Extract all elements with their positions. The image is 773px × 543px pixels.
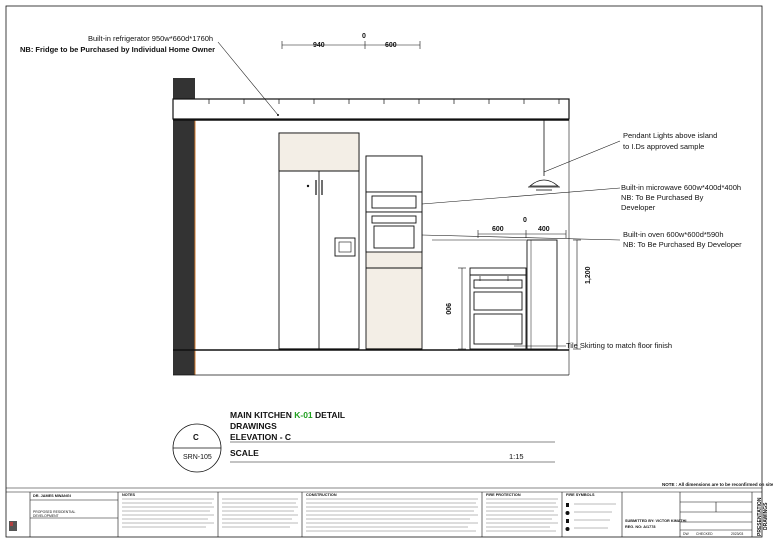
bubble-letter: C xyxy=(193,433,199,442)
dimension-top xyxy=(282,41,420,49)
wall-panel xyxy=(173,78,195,375)
refrigerator xyxy=(279,133,359,349)
fridge-annotation: Built-in refrigerator 950w*660d*1760h xyxy=(88,34,214,43)
microwave-annotation-line1: Built-in microwave 600w*400d*400h xyxy=(621,183,742,192)
pendant-annotation-line1: Pendant Lights above island xyxy=(623,131,718,140)
dim-mid-right: 400 xyxy=(538,226,550,233)
bubble-reference: SRN-105 xyxy=(183,454,212,461)
fridge-note: NB: Fridge to be Purchased by Individual Home Owner xyxy=(20,45,216,54)
fire-protection-heading: FIRE PROTECTION xyxy=(486,493,521,497)
fire-symbols-legend xyxy=(566,503,570,531)
dim-mid-zero: 0 xyxy=(523,217,527,224)
drawn-by: DW xyxy=(683,532,689,536)
drawing-title: MAIN KITCHEN K-01 DETAIL xyxy=(230,410,346,420)
pendant-annotation-line2: to I.Ds approved sample xyxy=(623,142,705,151)
dim-top-zero: 0 xyxy=(362,33,366,40)
oven-annotation-line2: NB: To Be Purchased By Developer xyxy=(623,240,742,249)
project-line2: DEVELOPMENT xyxy=(33,514,59,518)
construction-heading: CONSTRUCTION xyxy=(306,493,337,497)
oven-annotation-line1: Built-in oven 600w*600d*590h xyxy=(623,230,724,239)
notes-heading: NOTES xyxy=(122,493,136,497)
skirting-annotation: Tile Skirting to match floor finish xyxy=(566,341,673,350)
microwave-annotation-line2: NB: To Be Purchased By xyxy=(621,193,704,202)
title-block xyxy=(6,488,762,537)
dim-top-left: 940 xyxy=(313,42,325,49)
dim-mid-left: 600 xyxy=(492,226,504,233)
submitted-by: SUBMITTED BY: VICTOR KIMATHI xyxy=(625,519,687,523)
project-line1: PROPOSED RESIDENTIAL xyxy=(33,510,76,514)
side-label-drawings: DRAWINGS xyxy=(763,502,769,530)
pendant-light xyxy=(528,120,560,190)
dim-top-right: 600 xyxy=(385,42,397,49)
counter-panel xyxy=(527,240,557,349)
drawing-subtitle: DRAWINGS xyxy=(230,421,277,431)
registration-number: REG. NO: A/1778 xyxy=(625,525,656,529)
drawing-date: 2023/03 xyxy=(731,532,744,536)
side-label-presentation: PRESENTATION xyxy=(757,497,763,536)
footer-note: NOTE : All dimensions are to be reconfirmed on site xyxy=(662,482,773,487)
owner-label: DR. JAMES MWANGI xyxy=(33,494,71,498)
checked-by: CHECKED xyxy=(696,532,713,536)
drawing-code: K-01 xyxy=(294,410,313,420)
drawing-elevation: ELEVATION - C xyxy=(230,432,292,442)
scale-label: SCALE xyxy=(230,448,259,458)
dim-counter-height: 1,200 xyxy=(585,266,592,284)
reference-bubble xyxy=(173,424,221,472)
fire-symbols-heading: FIRE SYMBOLS xyxy=(566,493,595,497)
footer-fine-print xyxy=(122,499,616,531)
microwave-annotation-line3: Developer xyxy=(621,203,656,212)
dim-island-height: 900 xyxy=(444,303,451,315)
tall-appliance-unit xyxy=(366,156,422,349)
ceiling-bulkhead xyxy=(173,99,569,120)
scale-value: 1:15 xyxy=(509,452,524,461)
kitchen-island xyxy=(432,240,526,349)
